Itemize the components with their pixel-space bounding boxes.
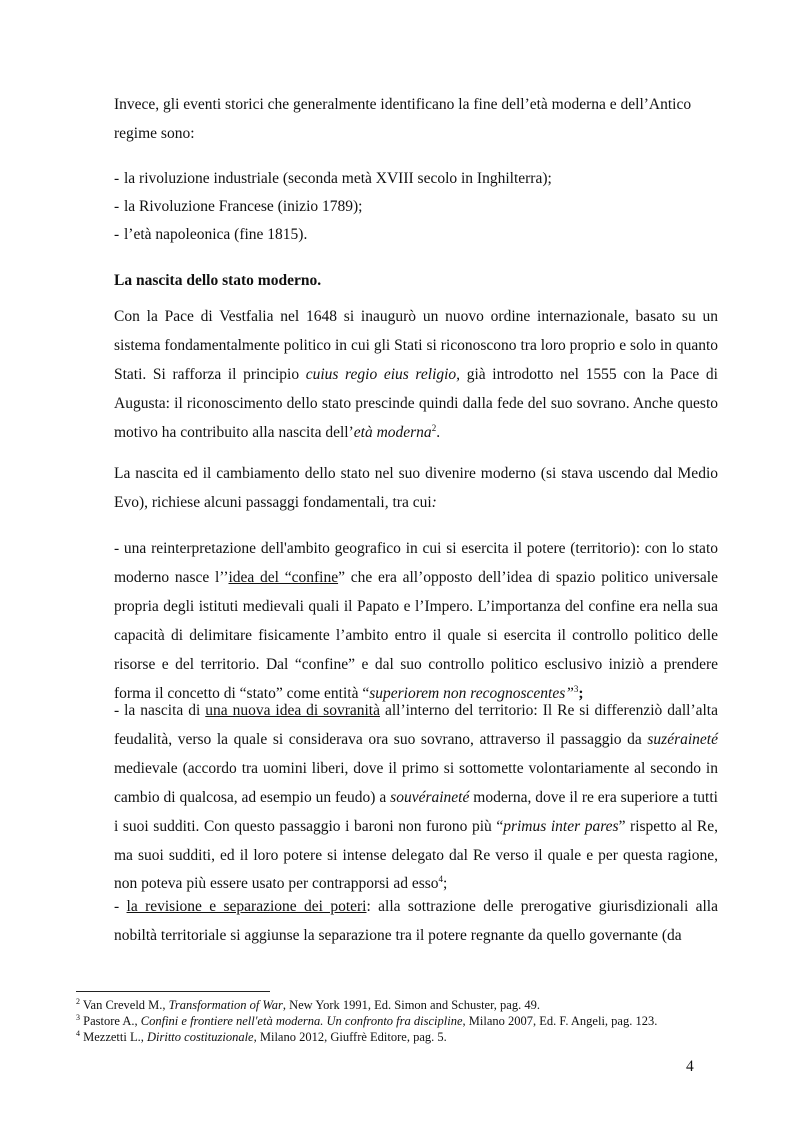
italic-text: souvéraineté [390,788,470,806]
list-marker: - [114,170,120,187]
footnote-text: Mezzetti L., [83,1030,147,1044]
intro-line-2: regime sono: [114,124,195,142]
text-run: già introdotto nel 1555 con la Pace di Augusta: il riconoscimento dello stato prescinde quindi dalla fede del suo sovrano. Anche questo motivo ha contribuito alla nascita dell’ [114,365,718,441]
footnote [76,1030,447,1046]
italic-text: superiorem non recognoscentes [369,684,566,702]
footnote-text: , Milano 2007, Ed. F. Angeli, pag. 123. [462,1014,658,1028]
text-run: : alla sottrazione delle prerogative giurisdizionali alla nobiltà territoriale si aggiunse la separazione tra il potere regnante da quello governante (da [114,898,718,944]
italic-text: età moderna [353,423,432,441]
footnote-number: 2 [76,997,80,1006]
footnote-number: 3 [76,1013,80,1022]
list-marker: - [114,198,120,215]
text-run: - la nascita di [114,702,206,719]
footnote-ref: 3 [573,683,579,694]
list-item [114,166,552,192]
italic-text: ” [565,684,574,702]
list-item [114,194,362,220]
footnote [76,1014,657,1030]
italic-text: primus inter pares [503,817,619,835]
footnote-ref: 2 [431,422,437,433]
text-run: ” rispetto al Re, ma suoi sudditi, ed il loro potere si intense delegato dal Re verso il quale e per questa ragione, non poteva più essere usato per contrapporsi ad esso [114,817,718,893]
footnote-text: , New York 1991, Ed. Simon and Schuster, pag. 49. [282,998,540,1012]
footnote-title: Transformation of War [168,998,283,1012]
text-run: ; [578,684,584,702]
text-run: - [114,898,127,915]
footnote-title: Confini e frontiere nell'età moderna. Un confronto fra discipline [140,1014,463,1028]
section-heading: La nascita dello stato moderno. [114,272,322,289]
footnote-text: Milano 2012, Giuffrè Editore, pag. 5. [256,1030,447,1044]
underlined-text: la revisione e separazione dei poteri [126,898,367,915]
footnote-title: Diritto costituzionale, [147,1030,257,1044]
footnote-separator [76,991,270,992]
footnote [76,998,540,1014]
footnote-ref: 4 [438,874,444,885]
text-run: ; [443,875,448,893]
list-item [114,222,307,248]
list-item-text: la rivoluzione industriale (seconda metà XVIII secolo in Inghilterra); [124,170,552,187]
intro-paragraph [114,91,718,149]
text-run: - una reinterpretazione dell'ambito geografico in cui si esercita il potere (territorio): con lo stato moderno nasce l’’ [114,540,718,586]
list-item-text: la Rivoluzione Francese (inizio 1789); [124,198,363,215]
paragraph-westphalia [114,303,718,448]
underlined-text: idea del “confine [228,568,339,586]
text-run: La nascita ed il cambiamento dello stato nel suo divenire moderno (si stava uscendo dal Medio Evo), richiese alcuni passaggi fondamentali, tra cui [114,465,718,511]
paragraph-territory [114,535,718,708]
intro-line-1: Invece, gli eventi storici che generalmente identificano la fine dell’età moderna e dell’Antico [114,96,692,113]
footnote-text: Van Creveld M., [82,998,169,1012]
underlined-text: una nuova idea di sovranità [205,702,380,719]
page-number: 4 [686,1058,694,1075]
text-run: all’interno del territorio: Il Re si differenziò dall’alta feudalità, verso la quale si considerava ora suo sovrano, attraverso il passaggio da [114,702,718,748]
italic-text: : [431,493,437,511]
footnote-number: 4 [76,1029,80,1038]
italic-text: cuius regio eius religio, [305,365,461,383]
paragraph-sovereignty [114,697,718,899]
paragraph-change [114,460,718,518]
text-run: Con la Pace di Vestfalia nel 1648 si inaugurò un nuovo ordine internazionale, basato su un sistema fondamentalmente politico in cui gli Stati si riconoscono tra loro proprio e solo in quanto Stati. Si rafforza il principio [114,308,718,383]
text-run: ” che era all’opposto dell’idea di spazio politico universale propria degli istituti medievali quali il Papato e l’Impero. L’importanza del confine era nella sua capacità di delimitare fisicamente l’ambito entro il quale si esercita il controllo politico delle risorse e del territorio. Dal “confine” e dal suo controllo politico esclusivo iniziò a prendere forma il concetto di “stato” come entità “ [114,568,718,702]
list-item-text: l’età napoleonica (fine 1815). [124,226,308,243]
text-run: . [436,423,441,441]
italic-text: suzéraineté [647,730,718,748]
list-marker: - [114,226,120,243]
footnote-text: Pastore A., [83,1014,141,1028]
text-run: medievale (accordo tra uomini liberi, dove il primo si sottomette volontariamente al secondo in cambio di qualcosa, ad esempio un feudo) a [114,759,718,806]
text-run: moderna, dove il re era superiore a tutti i suoi sudditi. Con questo passaggio i baroni non furono più “ [114,788,718,835]
paragraph-powers [114,893,718,951]
